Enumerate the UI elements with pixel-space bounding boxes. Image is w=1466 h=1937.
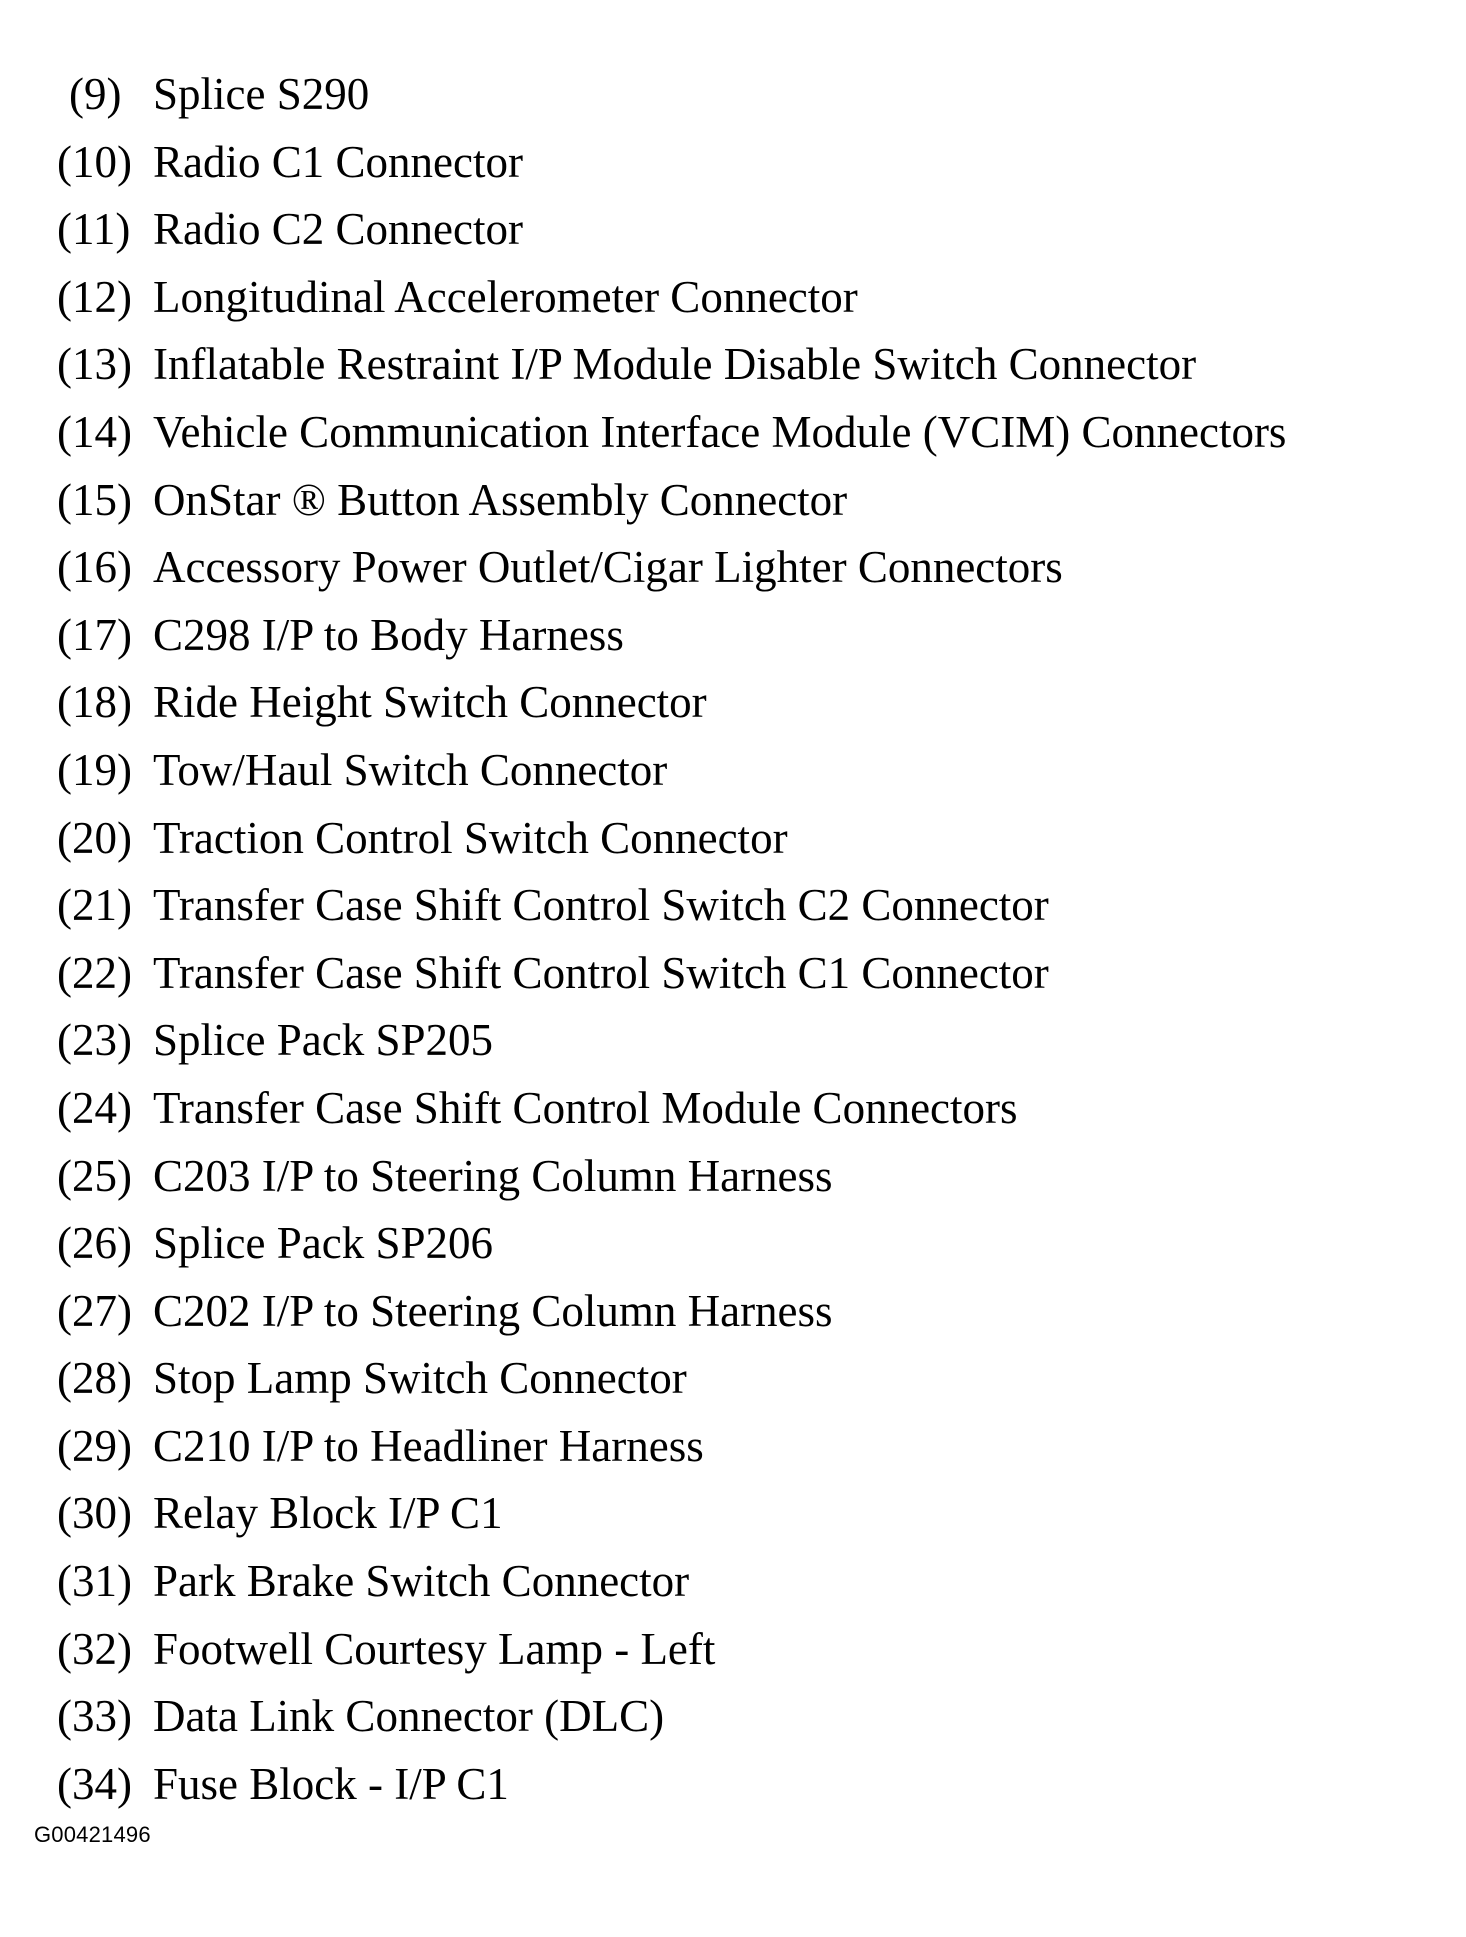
legend-item-label: C202 I/P to Steering Column Harness xyxy=(153,1285,833,1336)
legend-item-label: Vehicle Communication Interface Module (VCIM) Connectors xyxy=(153,406,1287,457)
legend-item-number: (20) xyxy=(57,812,132,863)
legend-item-number: (25) xyxy=(57,1150,132,1201)
legend-item-number: (32) xyxy=(57,1623,132,1674)
legend-item xyxy=(57,537,1286,605)
legend-item-label: C203 I/P to Steering Column Harness xyxy=(153,1150,833,1201)
legend-item-label: Transfer Case Shift Control Switch C1 Connector xyxy=(153,947,1049,998)
legend-item-number: (10) xyxy=(57,136,132,187)
legend-item xyxy=(57,1213,1286,1281)
legend-item-label: Splice Pack SP206 xyxy=(153,1218,494,1269)
component-legend-list xyxy=(57,64,1286,1821)
legend-item xyxy=(57,1146,1286,1214)
legend-item-label: Fuse Block - I/P C1 xyxy=(153,1758,509,1809)
legend-item xyxy=(57,64,1286,132)
legend-item xyxy=(57,267,1286,335)
legend-item-number: (16) xyxy=(57,542,132,593)
legend-item-number: (13) xyxy=(57,339,132,390)
legend-item xyxy=(57,470,1286,538)
legend-item xyxy=(57,1010,1286,1078)
legend-item xyxy=(57,875,1286,943)
legend-item xyxy=(57,199,1286,267)
legend-item-number: (19) xyxy=(57,744,132,795)
legend-item xyxy=(57,672,1286,740)
legend-item-label: Splice S290 xyxy=(153,69,370,119)
legend-item-label: Footwell Courtesy Lamp - Left xyxy=(153,1623,716,1674)
legend-item-label: Data Link Connector (DLC) xyxy=(153,1691,665,1742)
legend-item xyxy=(57,334,1286,402)
legend-item-number: (21) xyxy=(57,880,132,931)
legend-item-label: Transfer Case Shift Control Module Connectors xyxy=(153,1082,1018,1133)
legend-item-number: (22) xyxy=(57,947,132,998)
legend-item xyxy=(57,1619,1286,1687)
legend-item-number: (23) xyxy=(57,1015,132,1066)
legend-item-label: Relay Block I/P C1 xyxy=(153,1488,503,1539)
legend-item xyxy=(57,1686,1286,1754)
legend-item xyxy=(57,1281,1286,1349)
legend-item xyxy=(57,808,1286,876)
legend-item xyxy=(57,1348,1286,1416)
legend-item xyxy=(57,402,1286,470)
legend-item-number: (33) xyxy=(57,1691,132,1742)
legend-item-label: Splice Pack SP205 xyxy=(153,1015,494,1066)
legend-item xyxy=(57,740,1286,808)
legend-item-number: (24) xyxy=(57,1082,132,1133)
legend-item-number: (31) xyxy=(57,1556,132,1607)
legend-item xyxy=(57,1754,1286,1822)
legend-item-label: Longitudinal Accelerometer Connector xyxy=(153,271,858,322)
legend-item-number: (12) xyxy=(57,271,132,322)
legend-item-label: C298 I/P to Body Harness xyxy=(153,609,624,660)
legend-item-label: Transfer Case Shift Control Switch C2 Connector xyxy=(153,880,1049,931)
legend-item-label: OnStar ® Button Assembly Connector xyxy=(153,474,848,525)
legend-item-number: (11) xyxy=(57,204,131,255)
legend-item xyxy=(57,943,1286,1011)
legend-item-number: (17) xyxy=(57,609,132,660)
legend-item xyxy=(57,1416,1286,1484)
legend-item-label: Tow/Haul Switch Connector xyxy=(153,744,668,795)
legend-item-label: Accessory Power Outlet/Cigar Lighter Connectors xyxy=(153,542,1063,593)
legend-item xyxy=(57,1551,1286,1619)
legend-item-label: Traction Control Switch Connector xyxy=(153,812,788,863)
legend-item-number: (30) xyxy=(57,1488,132,1539)
legend-item xyxy=(57,605,1286,673)
legend-item-number: (15) xyxy=(57,474,132,525)
legend-item xyxy=(57,132,1286,200)
legend-item-label: Radio C2 Connector xyxy=(153,204,523,255)
legend-item-number: (14) xyxy=(57,406,132,457)
figure-id: G00421496 xyxy=(34,1822,151,1847)
legend-item-label: Inflatable Restraint I/P Module Disable Switch Connector xyxy=(153,339,1197,390)
legend-item-number: (28) xyxy=(57,1353,132,1404)
legend-item-label: Ride Height Switch Connector xyxy=(153,677,707,728)
legend-item-number: (27) xyxy=(57,1285,132,1336)
legend-item-number: (26) xyxy=(57,1218,132,1269)
legend-item-label: Stop Lamp Switch Connector xyxy=(153,1353,687,1404)
legend-item-number: (29) xyxy=(57,1420,132,1471)
legend-item xyxy=(57,1483,1286,1551)
legend-item-label: C210 I/P to Headliner Harness xyxy=(153,1420,704,1471)
legend-item-label: Park Brake Switch Connector xyxy=(153,1556,690,1607)
legend-item-number: (34) xyxy=(57,1758,132,1809)
legend-item-label: Radio C1 Connector xyxy=(153,136,523,187)
legend-item xyxy=(57,1078,1286,1146)
legend-item-number: (9) xyxy=(69,69,122,119)
legend-item-number: (18) xyxy=(57,677,132,728)
